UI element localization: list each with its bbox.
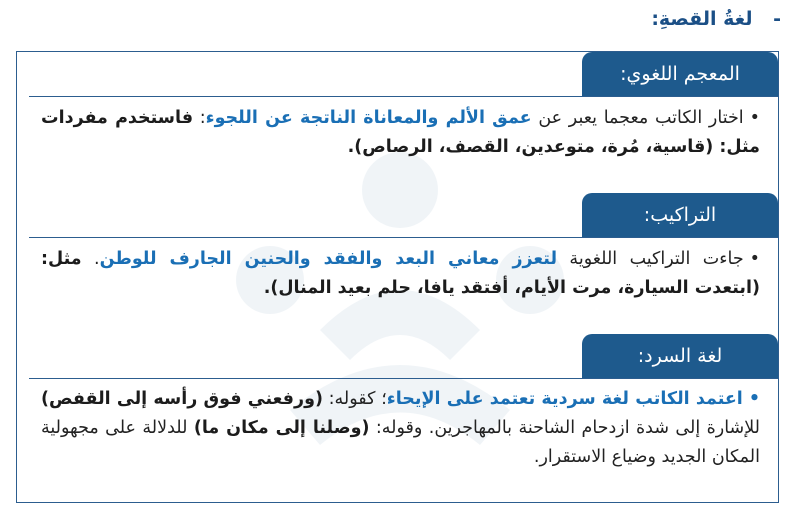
section-body-lexicon xyxy=(41,104,760,162)
section-tab-lexicon xyxy=(582,52,778,96)
section-tab-structures xyxy=(582,193,778,237)
highlight-text: لتعزز معاني البعد والفقد والحنين الجارف للوطن xyxy=(99,249,558,269)
text-run: : xyxy=(193,108,206,128)
text-run: اختار الكاتب معجما يعبر عن xyxy=(531,108,744,128)
highlight-text: اعتمد الكاتب لغة سردية تعتمد على الإيحاء xyxy=(386,389,743,409)
bullet-dot: • xyxy=(749,108,760,128)
section-divider xyxy=(29,96,778,97)
heading-dash: - xyxy=(773,8,781,30)
bold-text: (وصلنا إلى مكان ما) xyxy=(193,418,370,438)
bold-text: (ورفعني فوق رأسه إلى القفص) xyxy=(41,389,323,409)
section-title: التراكيب: xyxy=(643,204,717,226)
text-run: جاءت التراكيب اللغوية xyxy=(557,249,744,269)
text-run: للدلالة على مجهولية المكان الجديد وضياع الاستقرار. xyxy=(41,418,760,467)
heading-title: لغةُ القصةِ: xyxy=(651,8,753,30)
highlight-text: عمق الألم والمعاناة الناتجة عن اللجوء xyxy=(205,108,532,128)
section-body-narration xyxy=(41,385,760,472)
bullet-dot: • xyxy=(748,389,760,409)
section-divider xyxy=(29,378,778,379)
bold-text: فاستخدم مفردات مثل: (قاسية، مُرة، متوعدين، القصف، الرصاص). xyxy=(41,108,760,157)
page-heading xyxy=(651,8,781,30)
section-body-structures xyxy=(41,245,760,303)
bold-text: مثل: (ابتعدت السيارة، مرت الأيام، أفتقد يافا، حلم بعيد المنال). xyxy=(41,249,760,298)
text-run: ؛ كقوله: xyxy=(322,389,387,409)
section-title: المعجم اللغوي: xyxy=(620,63,740,85)
section-divider xyxy=(29,237,778,238)
section-title: لغة السرد: xyxy=(637,345,723,367)
content-frame xyxy=(16,51,779,503)
section-tab-narration xyxy=(582,334,778,378)
text-run: للإشارة إلى شدة ازدحام الشاحنة بالمهاجرين. وقوله: xyxy=(369,418,760,438)
bullet-dot: • xyxy=(749,249,760,269)
text-run: . xyxy=(81,249,100,269)
